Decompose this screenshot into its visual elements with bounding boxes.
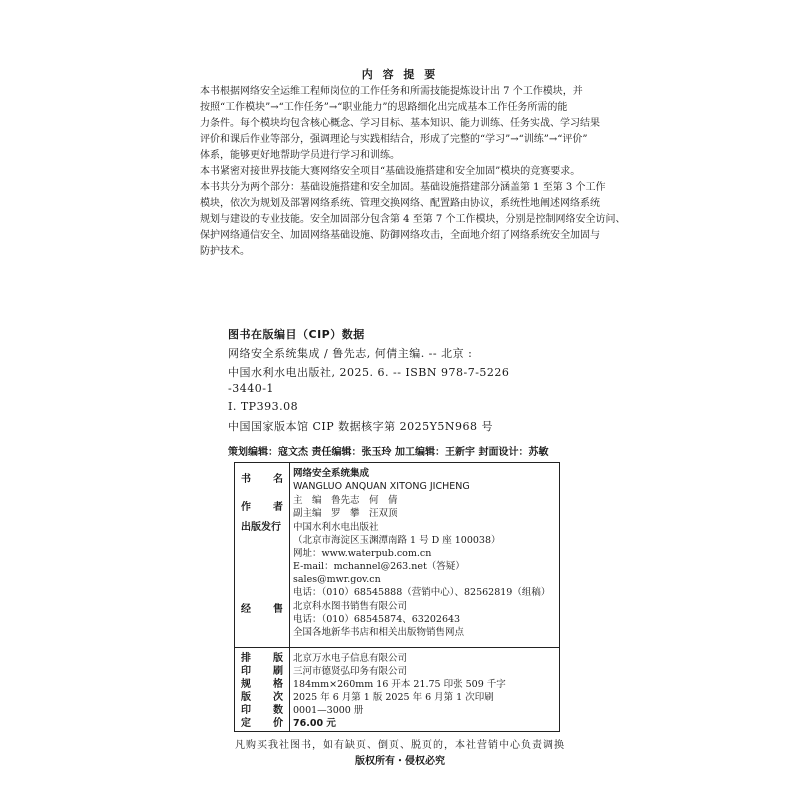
cip-line: Ⅰ. TP393.08 bbox=[228, 400, 299, 413]
distributor-line: 北京科水图书销售有限公司 bbox=[293, 601, 408, 612]
label-char: 排 bbox=[241, 653, 251, 664]
publisher-line: 电话：（010）68545888（营销中心）、82562819（组稿） bbox=[293, 587, 551, 598]
summary-line: 本书根据网络安全运维工程师岗位的工作任务和所需技能提炼设计出 7 个工作模块，并 bbox=[200, 86, 583, 97]
summary-line: 力条件。每个模块均包含核心概念、学习目标、基本知识、能力训练、任务实战、学习结果 bbox=[200, 118, 600, 129]
publisher-line: E-mail：mchannel@263.net（答疑） bbox=[293, 561, 465, 572]
spec-value: 184mm×260mm 16 开本 21.75 印张 509 千字 bbox=[293, 679, 506, 690]
summary-line: 防护技术。 bbox=[200, 246, 250, 257]
table-divider bbox=[289, 463, 290, 731]
author-line: 主 编 鲁先志 何 倩 bbox=[293, 495, 398, 506]
label-char: 次 bbox=[273, 692, 283, 703]
summary-line: 体系，能够更好地帮助学员进行学习和训练。 bbox=[200, 150, 400, 161]
footer-notice: 凡购买我社图书，如有缺页、倒页、脱页的，本社营销中心负责调换 bbox=[235, 740, 565, 751]
label-char: 名 bbox=[273, 474, 283, 485]
cip-heading: 图书在版编目（CIP）数据 bbox=[228, 328, 365, 341]
author-line: 副主编 罗 攀 汪双顶 bbox=[293, 508, 398, 519]
summary-line: 本书紧密对接世界技能大赛网络安全项目“基础设施搭建和安全加固”模块的竞赛要求。 bbox=[200, 166, 581, 177]
summary-title: 内 容 提 要 bbox=[361, 68, 439, 81]
label-char: 经 bbox=[241, 604, 251, 615]
publisher-line: （北京市海淀区玉渊潭南路 1 号 D 座 100038） bbox=[293, 535, 501, 546]
cip-line: 网络安全系统集成 / 鲁先志, 何倩主编. -- 北京 : bbox=[228, 347, 473, 360]
typesetting-value: 北京万水电子信息有限公司 bbox=[293, 653, 408, 664]
label-char: 版 bbox=[241, 692, 251, 703]
summary-line: 评价和课后作业等部分，强调理论与实践相结合，形成了完整的“学习”→“训练”→“评价” bbox=[200, 134, 588, 145]
imprint-table bbox=[234, 462, 560, 732]
cip-line: 中国国家版本馆 CIP 数据核字第 2025Y5N968 号 bbox=[228, 420, 494, 433]
summary-line: 本书共分为两个部分：基础设施搭建和安全加固。基础设施搭建部分涵盖第 1 至第 3 个工作 bbox=[200, 182, 606, 193]
table-separator bbox=[235, 647, 559, 648]
edition-value: 2025 年 6 月第 1 版 2025 年 6 月第 1 次印刷 bbox=[293, 692, 494, 703]
label-char: 价 bbox=[273, 718, 283, 729]
print-run-value: 0001—3000 册 bbox=[293, 705, 364, 716]
label-char: 作 bbox=[241, 502, 251, 513]
label-char: 者 bbox=[273, 502, 283, 513]
distributor-line: 电话：（010）68545874、63202643 bbox=[293, 614, 461, 625]
summary-line: 按照“工作模块”→“工作任务”→“职业能力”的思路细化出完成基本工作任务所需的能 bbox=[200, 102, 568, 113]
label-char: 定 bbox=[241, 718, 251, 729]
printing-value: 三河市德贤弘印务有限公司 bbox=[293, 666, 408, 677]
label-char: 售 bbox=[273, 604, 283, 615]
book-name-value: 网络安全系统集成 bbox=[293, 468, 370, 479]
publisher-line: 网址：www.waterpub.com.cn bbox=[293, 548, 432, 559]
label-char: 规 bbox=[241, 679, 251, 690]
label-char: 印 bbox=[241, 705, 251, 716]
cip-line: 中国水利水电出版社, 2025. 6. -- ISBN 978-7-5226 bbox=[228, 366, 510, 379]
label-char: 刷 bbox=[273, 666, 283, 677]
label-char: 格 bbox=[273, 679, 283, 690]
publisher-line: sales@mwr.gov.cn bbox=[293, 574, 381, 585]
summary-line: 保护网络通信安全、加固网络基础设施、防御网络攻击，全面地介绍了网络系统安全加固与 bbox=[200, 230, 600, 241]
book-pinyin-value: WANGLUO ANQUAN XITONG JICHENG bbox=[293, 481, 470, 492]
publisher-line: 中国水利水电出版社 bbox=[293, 522, 379, 533]
label-char: 版 bbox=[273, 653, 283, 664]
summary-line: 规划与建设的专业技能。安全加固部分包含第 4 至第 7 个工作模块，分别是控制网络安全访问、 bbox=[200, 214, 626, 225]
cip-line: -3440-1 bbox=[228, 382, 274, 395]
footer-rights: 版权所有・侵权必究 bbox=[355, 756, 445, 767]
label-char: 印 bbox=[241, 666, 251, 677]
editors-line: 策划编辑：寇文杰 责任编辑：张玉玲 加工编辑：王新宇 封面设计：苏敏 bbox=[228, 447, 549, 458]
label-text: 出版发行 bbox=[241, 522, 281, 533]
label-char: 数 bbox=[273, 705, 283, 716]
price-value: 76.00 元 bbox=[293, 718, 336, 729]
label-char: 书 bbox=[241, 474, 251, 485]
summary-line: 模块，依次为规划及部署网络系统、管理交换网络、配置路由协议，系统性地阐述网络系统 bbox=[200, 198, 600, 209]
distributor-line: 全国各地新华书店和相关出版物销售网点 bbox=[293, 627, 465, 638]
